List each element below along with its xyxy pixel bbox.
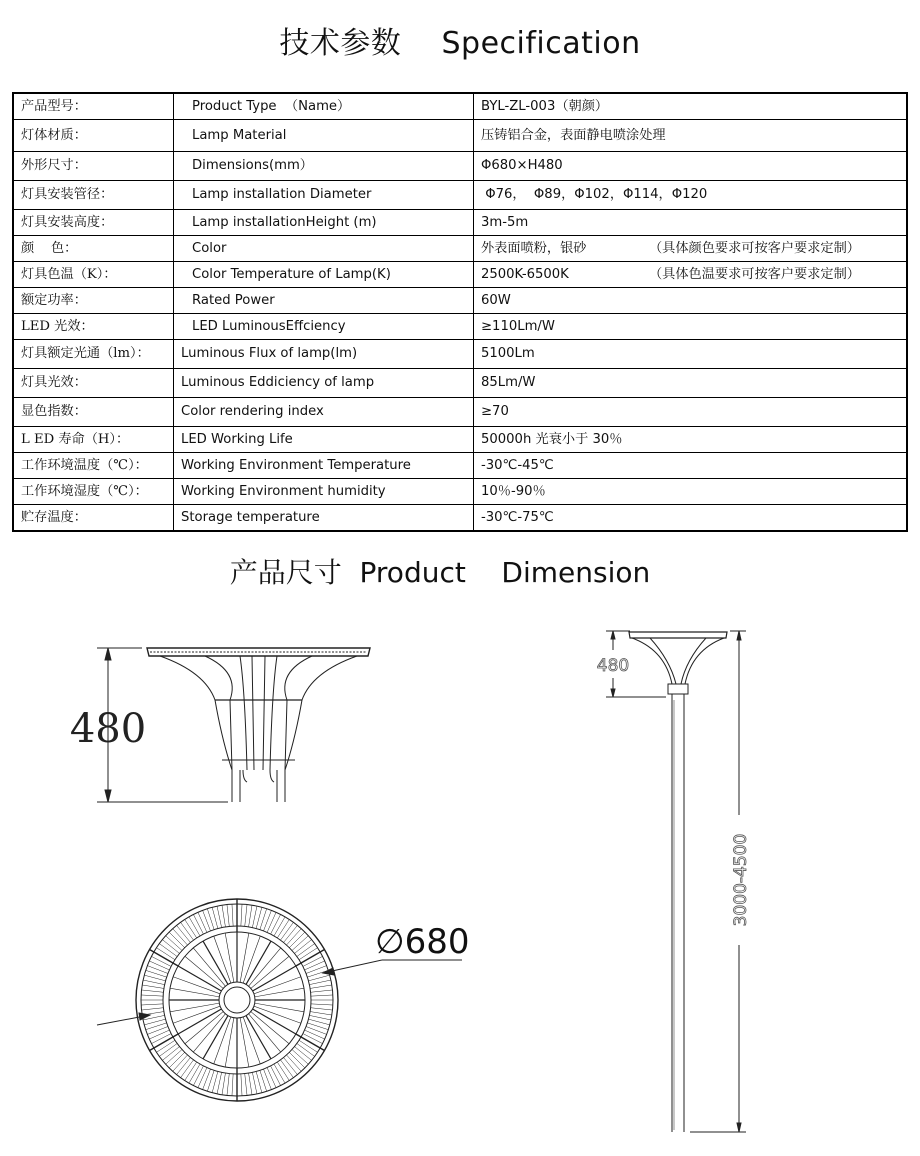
spoke-line: [178, 1009, 221, 1034]
spec-value: -30℃-45℃: [481, 458, 554, 473]
fin-line: [256, 1071, 262, 1092]
lamp-side-view: [147, 648, 370, 802]
fin-line: [162, 940, 179, 954]
spoke-line: [214, 1017, 231, 1064]
fin-line: [295, 1047, 312, 1061]
spoke-line: [254, 1006, 301, 1023]
spec-label-en: Product Type （Name）: [174, 93, 474, 120]
spoke-line: [170, 1003, 219, 1012]
fin-line: [142, 985, 164, 988]
fin-line: [245, 1074, 247, 1096]
fin-line: [289, 932, 305, 948]
fin-line: [241, 904, 242, 926]
fin-line: [310, 1012, 332, 1015]
fin-line: [173, 929, 188, 945]
fin-line: [147, 966, 168, 974]
fin-line: [198, 1068, 207, 1088]
fin-line: [311, 1008, 333, 1010]
spec-value: -30℃-75℃: [481, 510, 554, 525]
fin-line: [249, 1073, 252, 1095]
spec-value: 压铸铝合金，表面静电喷涂处理: [481, 128, 666, 143]
fin-line: [232, 1074, 233, 1096]
spec-label-cn: 灯体材质：: [13, 120, 174, 152]
spec-label-cn: 外形尺寸：: [13, 152, 174, 181]
fin-line: [309, 980, 331, 985]
spoke-line: [240, 1018, 249, 1067]
fin-line: [295, 940, 312, 954]
spec-label-en: Lamp installationHeight (m): [174, 210, 474, 236]
fin-line: [207, 909, 214, 930]
fin-line: [299, 1040, 317, 1052]
fin-line: [159, 944, 177, 957]
fin-line: [222, 905, 225, 927]
fin-line: [156, 1040, 174, 1052]
fin-line: [149, 961, 169, 970]
fin-line: [303, 956, 323, 966]
fin-line: [193, 914, 203, 934]
fin-line: [142, 1008, 164, 1010]
spec-label-cn: 产品型号：: [13, 93, 174, 120]
spec-value: 3m-5m: [481, 215, 529, 230]
diameter-label: ∅680: [375, 922, 470, 962]
pole-total-height-label: 3000-4500: [731, 833, 751, 927]
fin-line: [151, 956, 171, 966]
spec-label-en: LED Working Life: [174, 427, 474, 453]
spoke-line: [254, 977, 301, 994]
fin-line: [169, 932, 185, 948]
spoke-line: [203, 1016, 228, 1059]
fin-line: [289, 1052, 305, 1068]
fin-line: [143, 980, 165, 985]
spoke-line: [173, 977, 220, 994]
fin-line: [203, 1069, 211, 1090]
fin-line: [310, 985, 332, 988]
fin-line: [264, 1069, 272, 1090]
spec-value: 外表面喷粉，银砂: [481, 241, 587, 256]
spoke-line: [170, 988, 219, 997]
spec-label-cn: 颜 色：: [13, 236, 174, 262]
fin-line: [144, 1019, 165, 1025]
spec-label-en: Rated Power: [174, 288, 474, 314]
fin-line: [252, 1072, 257, 1094]
spoke-line: [255, 1003, 304, 1012]
spec-label-cn: 额定功率：: [13, 288, 174, 314]
spec-label-en: Working Environment humidity: [174, 479, 474, 505]
fin-line: [181, 1060, 194, 1078]
fin-line: [287, 929, 302, 945]
spoke-line: [225, 1018, 234, 1067]
fin-line: [147, 1027, 168, 1035]
spec-label-cn: LED 光效：: [13, 314, 174, 340]
fin-line: [303, 1034, 323, 1044]
fin-line: [308, 1019, 329, 1025]
fin-line: [311, 990, 333, 992]
spec-value: Φ76， Φ89，Φ102，Φ114，Φ120: [481, 187, 708, 202]
fin-line: [217, 1072, 222, 1094]
fin-line: [166, 1050, 182, 1065]
fin-line: [267, 1068, 276, 1088]
spec-value: 10％-90％: [481, 484, 546, 499]
spec-value: ≥110Lm/W: [481, 319, 555, 334]
spoke-line: [225, 933, 234, 982]
fin-line: [307, 1023, 328, 1030]
fin-line: [274, 1064, 285, 1083]
spec-label-en: Working Environment Temperature: [174, 453, 474, 479]
spec-value: Φ680×H480: [481, 158, 563, 173]
fin-line: [241, 1074, 242, 1096]
spec-note: （具体色温要求可按客户要求定制）: [649, 267, 860, 282]
spec-note: （具体颜色要求可按客户要求定制）: [649, 241, 860, 256]
fin-line: [185, 919, 197, 937]
spec-value: 60W: [481, 293, 511, 308]
fin-line: [203, 910, 211, 931]
fin-line: [292, 1050, 308, 1065]
fin-line: [267, 912, 276, 932]
spoke-line: [253, 966, 296, 991]
spec-label-en: LED LuminousEffciency: [174, 314, 474, 340]
fin-line: [271, 1066, 281, 1086]
fin-line: [177, 1058, 191, 1075]
fin-line: [146, 1023, 167, 1030]
fin-line: [162, 1047, 179, 1061]
spec-value: 85Lm/W: [481, 375, 536, 390]
fin-line: [245, 905, 247, 927]
fin-line: [173, 1055, 188, 1071]
spec-value: BYL-ZL-003（朝颜）: [481, 99, 609, 114]
fin-line: [227, 1074, 229, 1096]
fin-line: [207, 1070, 214, 1091]
specification-title: 技术参数 Specification: [279, 26, 641, 61]
fin-line: [311, 995, 333, 996]
pole-head-height-label: 480: [596, 656, 630, 676]
fin-line: [280, 922, 293, 940]
spoke-line: [246, 1016, 271, 1059]
fin-line: [292, 936, 308, 951]
spec-label-cn: 灯具色温（K）：: [13, 262, 174, 288]
fin-line: [181, 922, 194, 940]
fin-line: [146, 970, 167, 977]
spec-label-cn: 工作环境温度（℃）：: [13, 453, 174, 479]
fin-line: [277, 1062, 289, 1080]
spoke-line: [243, 936, 260, 983]
fin-line: [193, 1066, 203, 1086]
fin-line: [284, 925, 298, 942]
fin-line: [232, 904, 233, 926]
fin-line: [256, 907, 262, 928]
fin-line: [142, 990, 164, 992]
spec-label-cn: 灯具额定光通（lm）：: [13, 340, 174, 369]
fin-line: [287, 1055, 302, 1071]
spoke-line: [246, 941, 271, 984]
fin-line: [189, 1064, 200, 1083]
fin-line: [249, 905, 252, 927]
fin-line: [151, 1034, 171, 1044]
side-height-label: 480: [69, 706, 147, 752]
fin-line: [198, 912, 207, 932]
fin-line: [222, 1073, 225, 1095]
fin-line: [311, 1004, 333, 1005]
spoke-line: [203, 941, 228, 984]
fin-line: [177, 925, 191, 942]
fin-line: [149, 1030, 169, 1039]
fin-line: [227, 905, 229, 927]
spec-label-cn: 灯具安装高度：: [13, 210, 174, 236]
spoke-line: [214, 936, 231, 983]
fin-line: [185, 1062, 197, 1080]
fin-line: [141, 995, 163, 996]
spec-label-cn: 工作环境湿度（℃）：: [13, 479, 174, 505]
fin-line: [141, 1004, 163, 1005]
fin-line: [189, 917, 200, 936]
spec-value: 2500K-6500K: [481, 267, 569, 282]
fin-line: [166, 936, 182, 951]
fin-line: [169, 1052, 185, 1068]
spec-label-en: Luminous Eddiciency of lamp: [174, 369, 474, 398]
spec-label-en: Color rendering index: [174, 398, 474, 427]
fin-line: [264, 910, 272, 931]
spec-label-en: Color: [174, 236, 474, 262]
spoke-line: [240, 933, 249, 982]
spec-label-cn: L ED 寿命（H）：: [13, 427, 174, 453]
fin-line: [274, 917, 285, 936]
fin-line: [271, 914, 281, 934]
fin-line: [277, 919, 289, 937]
fin-line: [156, 948, 174, 960]
spoke-line: [173, 1006, 220, 1023]
spec-value: 50000h 光衰小于 30％: [481, 432, 623, 447]
spoke-line: [178, 966, 221, 991]
spec-value: ≥70: [481, 404, 509, 419]
fin-line: [308, 975, 329, 981]
spoke-line: [255, 988, 304, 997]
spec-label-cn: 贮存温度：: [13, 505, 174, 532]
pole-view: [606, 631, 746, 1132]
spec-label-en: Lamp Material: [174, 120, 474, 152]
fin-line: [284, 1058, 298, 1075]
fin-line: [297, 944, 315, 957]
fin-line: [260, 909, 267, 930]
fin-line: [159, 1043, 177, 1056]
spoke-line: [243, 1017, 260, 1064]
fin-line: [217, 906, 222, 928]
fin-line: [306, 1027, 327, 1035]
spec-label-cn: 灯具光效：: [13, 369, 174, 398]
spec-label-en: Luminous Flux of lamp(lm): [174, 340, 474, 369]
spoke-line: [253, 1009, 296, 1034]
fin-line: [309, 1015, 331, 1020]
fin-line: [144, 975, 165, 981]
spec-label-en: Storage temperature: [174, 505, 474, 532]
spec-label-cn: 显色指数：: [13, 398, 174, 427]
fin-line: [212, 907, 218, 928]
fin-line: [299, 948, 317, 960]
fin-line: [212, 1071, 218, 1092]
fin-line: [280, 1060, 293, 1078]
fin-line: [297, 1043, 315, 1056]
fin-line: [260, 1070, 267, 1091]
spec-label-en: Dimensions(mm）: [174, 152, 474, 181]
fin-line: [305, 1030, 325, 1039]
spec-label-en: Lamp installation Diameter: [174, 181, 474, 210]
fin-line: [305, 961, 325, 970]
product-dimension-title: 产品尺寸 Product Dimension: [229, 556, 651, 589]
spec-label-cn: 灯具安装管径：: [13, 181, 174, 210]
spec-label-en: Color Temperature of Lamp(K): [174, 262, 474, 288]
fin-line: [252, 906, 257, 928]
spec-value: 5100Lm: [481, 346, 535, 361]
